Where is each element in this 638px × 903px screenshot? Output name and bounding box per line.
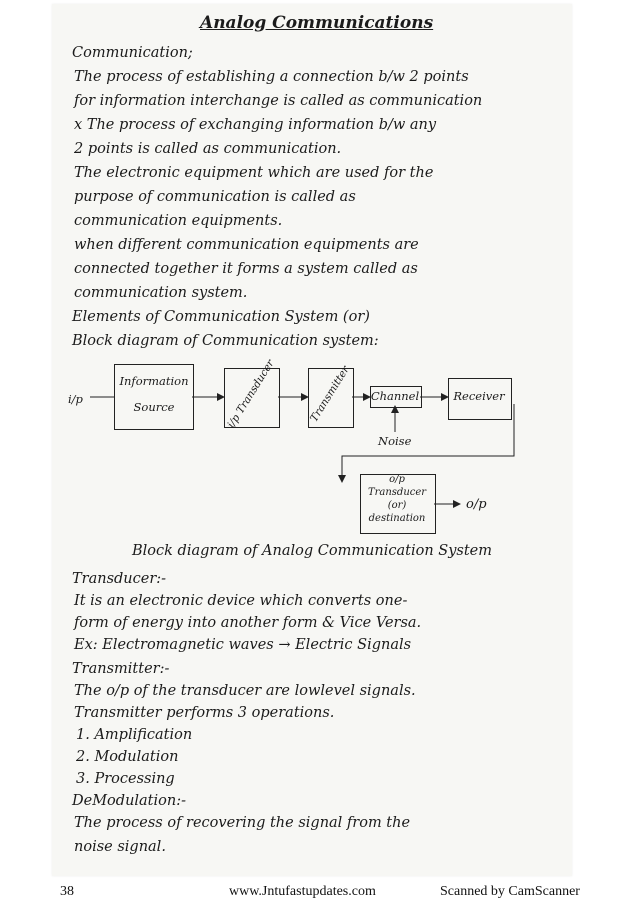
text-line: noise signal. bbox=[74, 839, 166, 855]
op-transducer-label-3: (or) bbox=[387, 500, 407, 511]
transmitter-label: Transmitter bbox=[308, 363, 352, 425]
text-line: It is an electronic device which converts one- bbox=[74, 593, 408, 609]
heading-block-diagram: Block diagram of Communication system: bbox=[72, 333, 379, 349]
diagram-caption: Block diagram of Analog Communication System bbox=[132, 543, 493, 559]
heading-transducer: Transducer:- bbox=[72, 571, 167, 587]
page-title: Analog Communications bbox=[200, 13, 434, 33]
heading-communication: Communication; bbox=[72, 45, 193, 61]
channel-label: Channel bbox=[370, 389, 420, 403]
ip-transducer-label: i/p Transducer bbox=[225, 357, 277, 431]
heading-demodulation: DeModulation:- bbox=[72, 793, 187, 809]
text-line: The electronic equipment which are used for the bbox=[74, 165, 434, 181]
list-item: 3. Processing bbox=[76, 771, 175, 787]
information-source-label: Information bbox=[119, 374, 189, 388]
noise-label: Noise bbox=[378, 434, 412, 448]
scanner-credit: Scanned by CamScanner bbox=[440, 884, 580, 899]
text-line: for information interchange is called as communication bbox=[74, 93, 483, 109]
heading-transmitter: Transmitter:- bbox=[72, 661, 170, 677]
text-line: communication system. bbox=[74, 285, 248, 301]
text-line: Ex: Electromagnetic waves → Electric Signals bbox=[74, 637, 412, 653]
text-line: purpose of communication is called as bbox=[74, 189, 356, 205]
information-source-label-2: Source bbox=[133, 400, 175, 414]
text-line: form of energy into another form & Vice Versa. bbox=[74, 615, 422, 631]
text-line: Transmitter performs 3 operations. bbox=[74, 705, 335, 721]
input-label: i/p bbox=[68, 392, 83, 406]
text-line: x The process of exchanging information b/w any bbox=[74, 117, 437, 133]
text-line: The o/p of the transducer are lowlevel signals. bbox=[74, 683, 416, 699]
text-line: communication equipments. bbox=[74, 213, 283, 229]
website-link[interactable]: www.Jntufastupdates.com bbox=[229, 884, 376, 899]
notebook-page bbox=[52, 4, 572, 876]
op-transducer-label-1: o/p bbox=[389, 474, 405, 485]
text-line: when different communication equipments are bbox=[74, 237, 419, 253]
text-line: The process of recovering the signal from the bbox=[74, 815, 411, 831]
text-line: The process of establishing a connection b/w 2 points bbox=[74, 69, 469, 85]
list-item: 1. Amplification bbox=[76, 727, 193, 743]
op-transducer-label-4: destination bbox=[368, 513, 426, 524]
output-label: o/p bbox=[466, 497, 487, 512]
op-transducer-label-2: Transducer bbox=[367, 487, 427, 498]
text-line: connected together it forms a system called as bbox=[74, 261, 418, 277]
list-item: 2. Modulation bbox=[76, 749, 179, 765]
receiver-label: Receiver bbox=[453, 389, 505, 403]
heading-elements: Elements of Communication System (or) bbox=[72, 309, 370, 325]
page-number: 38 bbox=[60, 884, 74, 899]
text-line: 2 points is called as communication. bbox=[74, 141, 342, 157]
block-diagram-lines bbox=[52, 4, 572, 876]
